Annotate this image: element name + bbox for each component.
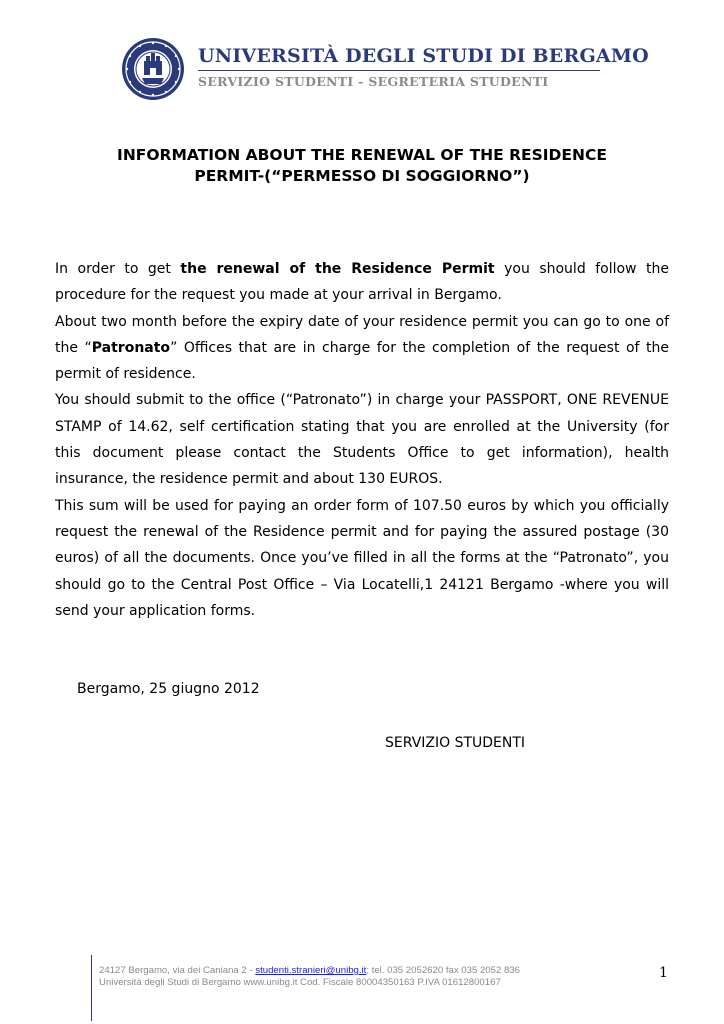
header-divider xyxy=(198,70,600,71)
paragraph-1-text-a: In order to get xyxy=(55,261,181,277)
university-seal-icon xyxy=(120,36,186,102)
footer-address: 24127 Bergamo, via dei Caniana 2 - xyxy=(99,965,256,976)
document-title xyxy=(60,145,664,187)
footer xyxy=(99,965,520,989)
paragraph-1-text-b: you should follow the procedure for the request you made at your arrival in Bergamo. xyxy=(55,261,669,304)
title-line-1: INFORMATION ABOUT THE RENEWAL OF THE RESIDENCE xyxy=(117,146,607,164)
footer-email-link[interactable]: studenti.stranieri@unibg.it xyxy=(255,965,367,976)
department-name: SERVIZIO STUDENTI - SEGRETERIA STUDENTI xyxy=(198,74,549,89)
paragraph-2-text-b: ” Offices that are in charge for the completion of the request of the permit of residence. xyxy=(55,339,670,383)
university-name: UNIVERSITÀ DEGLI STUDI DI BERGAMO xyxy=(198,45,649,67)
footer-line-1 xyxy=(99,965,520,977)
title-line-2: PERMIT-(“PERMESSO DI SOGGIORNO”) xyxy=(194,167,530,185)
paragraph-2-text-a: About two month before the expiry date of your residence permit you can go to one of the “ xyxy=(55,313,669,356)
footer-phone: ; tel. 035 2052620 fax 035 2052 836 xyxy=(366,965,520,976)
signature: SERVIZIO STUDENTI xyxy=(385,735,526,751)
letterhead xyxy=(120,36,649,104)
paragraph-3: You should submit to the office (“Patronato”) in charge your PASSPORT, ONE REVENUE STAMP of 14.62, self certification stating that you are enrolled at the University (for this document please contact the Students Office to get information), health insurance, the residence permit and about 130 EUROS. xyxy=(55,392,669,488)
paragraph-1-bold: the renewal of the Residence Permit xyxy=(180,261,495,277)
footer-divider xyxy=(91,955,92,1021)
footer-line-2: Università degli Studi di Bergamo www.unibg.it Cod. Fiscale 80004350163 P.IVA 01612800167 xyxy=(99,977,501,988)
document-body xyxy=(55,256,669,624)
paragraph-2-bold: Patronato xyxy=(91,339,171,356)
paragraph-2 xyxy=(55,309,669,388)
document-date: Bergamo, 25 giugno 2012 xyxy=(77,681,260,697)
page-number: 1 xyxy=(659,965,668,981)
paragraph-4: This sum will be used for paying an order form of 107.50 euros by which you officially request the renewal of the Residence permit and for paying the assured postage (30 euros) of all the documents. Once you’ve filled in all the forms at the “Patronato”, you should go to the Central Post Office – Via Locatelli,1 24121 Bergamo -where you will send your application forms. xyxy=(55,497,669,619)
paragraph-1 xyxy=(55,256,669,309)
